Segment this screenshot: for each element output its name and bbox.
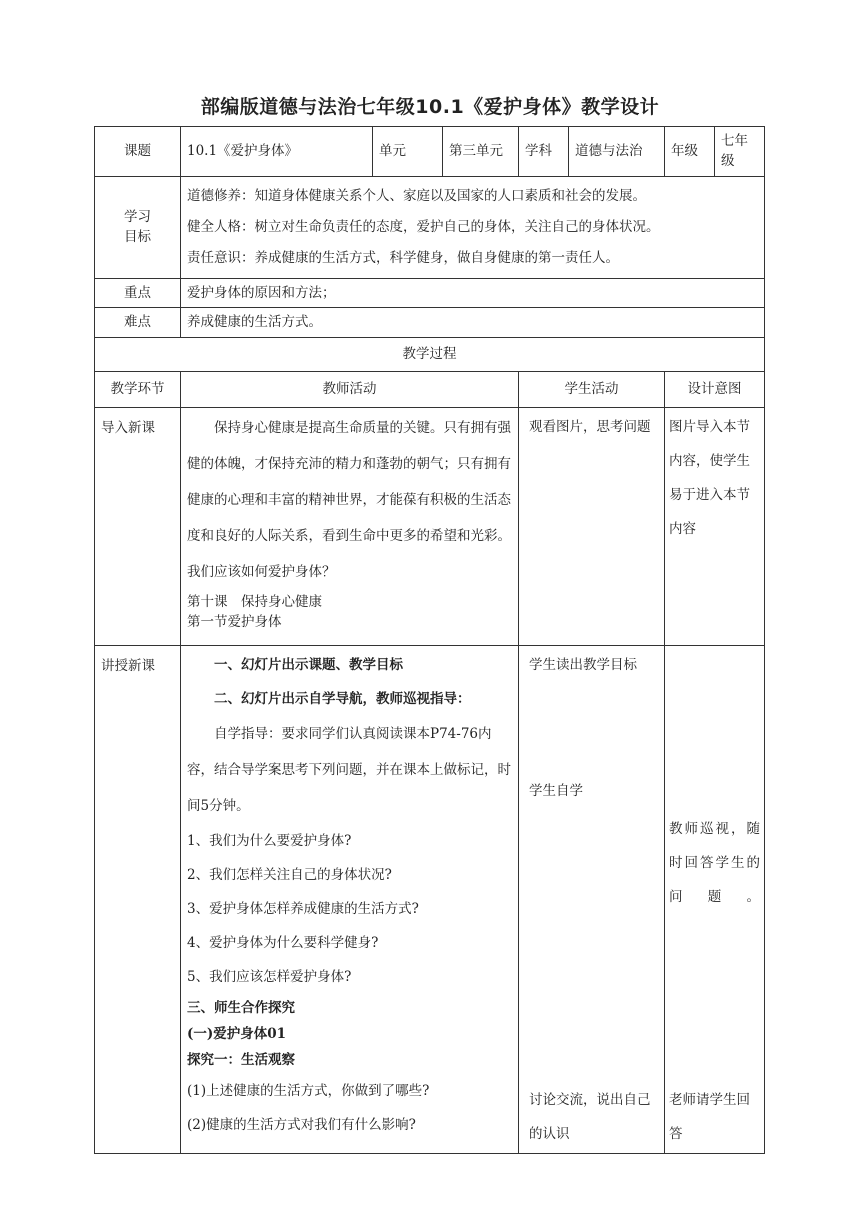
new-lesson-row xyxy=(95,645,765,1153)
step-3: 三、师生合作探究 xyxy=(187,999,295,1016)
student-activity-2: 学生自学 xyxy=(529,782,583,799)
question-item: 4、爱护身体为什么要科学健身? xyxy=(187,934,379,951)
explore-question: (1)上述健康的生活方式，你做到了哪些? xyxy=(187,1082,430,1099)
header-design: 设计意图 xyxy=(665,371,765,407)
header-teacher: 教师活动 xyxy=(181,371,519,407)
intro-student xyxy=(519,407,665,645)
header-student: 学生活动 xyxy=(519,371,665,407)
objectives-label-line-1: 学习 xyxy=(124,208,151,225)
new-lesson-teacher xyxy=(181,645,519,1153)
new-lesson-student xyxy=(519,645,665,1153)
new-lesson-stage: 讲授新课 xyxy=(95,645,181,1153)
lesson-plan-table xyxy=(94,126,765,1154)
grade-value: 七年级 xyxy=(715,127,765,177)
intro-stage: 导入新课 xyxy=(95,407,181,645)
topic-label: 课题 xyxy=(95,127,181,177)
new-lesson-design xyxy=(665,645,765,1153)
objective-item: 责任意识：养成健康的生活方式，科学健身，做自身健康的第一责任人。 xyxy=(187,249,619,266)
key-point-label: 重点 xyxy=(95,278,181,307)
objective-item: 道德修养：知道身体健康关系个人、家庭以及国家的人口素质和社会的发展。 xyxy=(187,187,646,204)
intro-design xyxy=(665,407,765,645)
info-row xyxy=(95,127,765,177)
question-item: 5、我们应该怎样爱护身体? xyxy=(187,968,352,985)
question-item: 1、我们为什么要爱护身体? xyxy=(187,832,352,849)
design-intent-1: 教师巡视，随时回答学生的问题。 xyxy=(669,820,760,905)
document-title: 部编版道德与法治七年级10.1《爱护身体》教学设计 xyxy=(200,96,660,118)
question-item: 3、爱护身体怎样养成健康的生活方式? xyxy=(187,900,419,917)
section-name: 第一节爱护身体 xyxy=(187,614,282,630)
grade-label: 年级 xyxy=(665,127,715,177)
subject-value: 道德与法治 xyxy=(569,127,665,177)
difficulty-row xyxy=(95,307,765,337)
objectives-content xyxy=(181,176,765,278)
intro-teacher xyxy=(181,407,519,645)
topic-value: 10.1《爱护身体》 xyxy=(181,127,373,177)
difficulty-value: 养成健康的生活方式。 xyxy=(181,307,765,337)
objectives-label xyxy=(95,176,181,278)
intro-paragraph: 保持身心健康是提高生命质量的关键。只有拥有强健的体魄，才保持充沛的精力和蓬勃的朝气；只有拥有健康的心理和丰富的精神世界，才能葆有积极的生活态度和良好的人际关系，看到生命中更多的希望和光彩。我们应该如何爱护身体？ xyxy=(187,419,511,580)
objectives-row xyxy=(95,176,765,278)
explore-question: (2)健康的生活方式对我们有什么影响? xyxy=(187,1116,416,1133)
header-stage: 教学环节 xyxy=(95,371,181,407)
lesson-name: 第十课 保持身心健康 xyxy=(187,593,322,610)
difficulty-label: 难点 xyxy=(95,307,181,337)
step-2: 二、幻灯片出示自学导航，教师巡视指导： xyxy=(214,690,471,707)
key-point-value: 爱护身体的原因和方法； xyxy=(181,278,765,307)
key-point-row xyxy=(95,278,765,307)
student-activity-3: 讨论交流，说出自己的认识 xyxy=(529,1091,651,1142)
objectives-label-line-2: 目标 xyxy=(124,229,151,245)
explore-1: 探究一：生活观察 xyxy=(187,1051,295,1068)
subject-label: 学科 xyxy=(519,127,569,177)
header-row xyxy=(95,371,765,407)
sub-section-1: (一)爱护身体01 xyxy=(187,1025,287,1042)
unit-value: 第三单元 xyxy=(443,127,519,177)
question-item: 2、我们怎样关注自己的身体状况? xyxy=(187,866,392,883)
process-title: 教学过程 xyxy=(95,337,765,371)
step-1: 一、幻灯片出示课题、教学目标 xyxy=(214,656,403,673)
intro-row xyxy=(95,407,765,645)
student-activity-1: 学生读出教学目标 xyxy=(529,656,637,673)
self-study-guide: 自学指导：要求同学们认真阅读课本P74-76内容，结合导学案思考下列问题，并在课本上做标记，时间5分钟。 xyxy=(187,725,511,814)
objective-item: 健全人格：树立对生命负责任的态度，爱护自己的身体，关注自己的身体状况。 xyxy=(187,218,660,235)
process-title-row xyxy=(95,337,765,371)
intro-student-text: 观看图片，思考问题 xyxy=(529,418,651,435)
intro-design-text: 图片导入本节内容，使学生易于进入本节内容 xyxy=(669,418,750,537)
design-intent-2: 老师请学生回答 xyxy=(669,1091,750,1142)
unit-label: 单元 xyxy=(373,127,443,177)
